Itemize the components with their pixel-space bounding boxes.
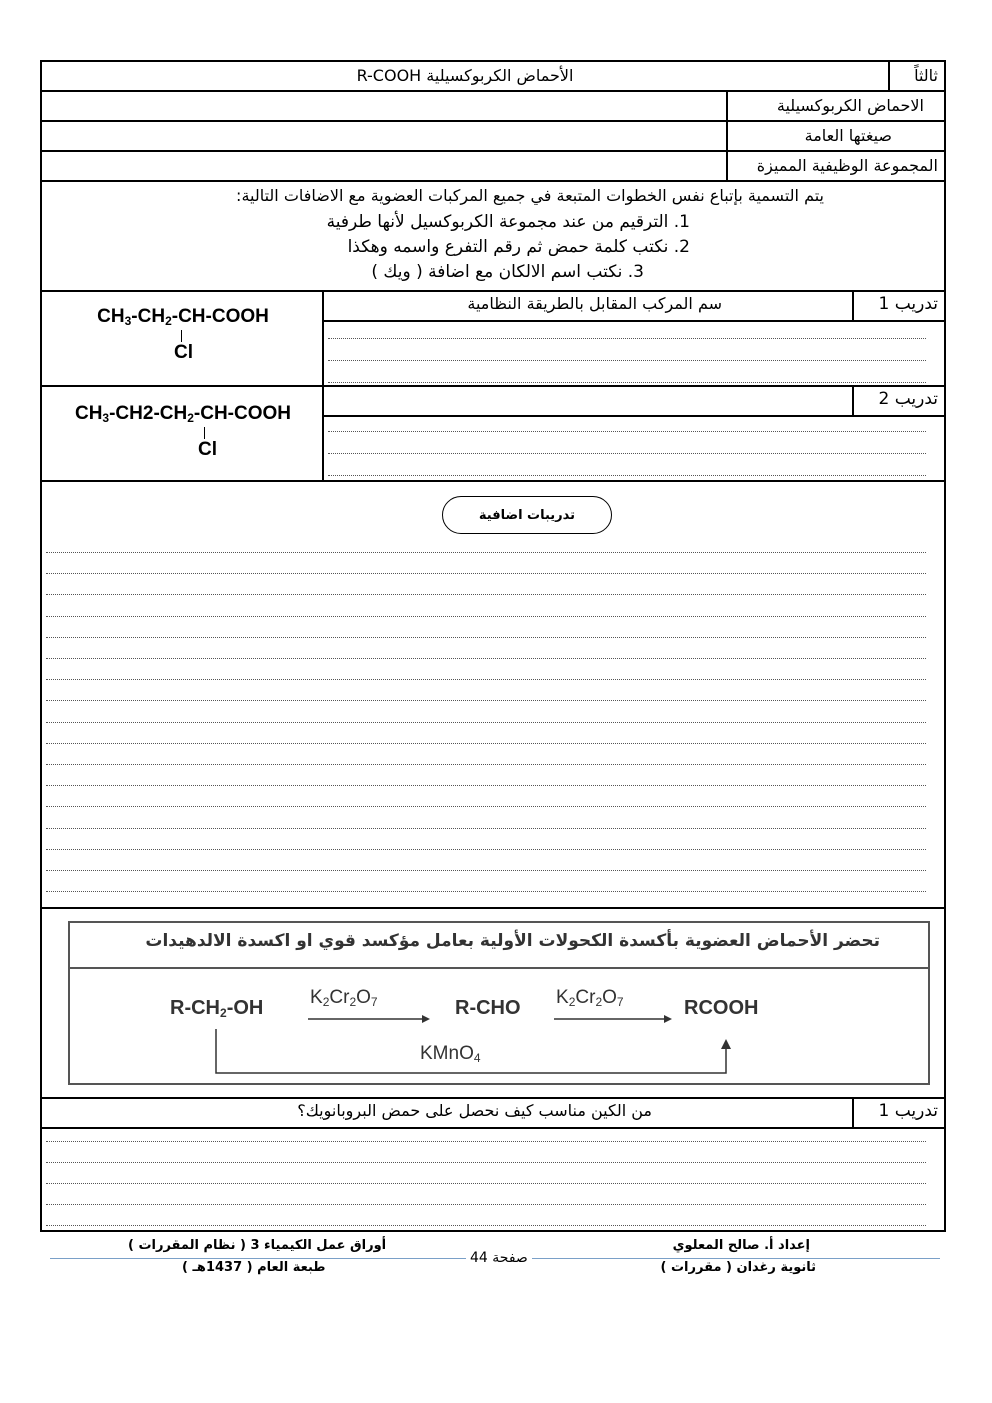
exercise-2-label: تدريب 2	[852, 387, 944, 415]
reaction-box	[68, 921, 930, 1085]
arrow-head	[721, 1039, 731, 1049]
answer-line[interactable]	[328, 338, 926, 339]
answer-line[interactable]	[46, 637, 926, 638]
exercise-3-label: تدريب 1	[852, 1099, 944, 1127]
answer-line[interactable]	[46, 1204, 926, 1205]
answer-line[interactable]	[46, 849, 926, 850]
info-answer-field[interactable]	[42, 122, 726, 150]
exercise-1-label: تدريب 1	[852, 292, 944, 320]
exercise-1-row	[42, 292, 944, 387]
header-row	[42, 62, 944, 92]
answer-line[interactable]	[46, 870, 926, 871]
naming-step: 1. الترقيم من عند مجموعة الكربوكسيل لأنها طرفية	[326, 212, 690, 232]
answer-line[interactable]	[46, 764, 926, 765]
answer-line[interactable]	[328, 453, 926, 454]
reaction-arrows	[70, 923, 932, 1087]
answer-line[interactable]	[46, 658, 926, 659]
answer-line[interactable]	[46, 679, 926, 680]
section-number: ثالثاً	[888, 62, 944, 90]
answer-line[interactable]	[328, 475, 926, 476]
bond-line	[181, 330, 182, 342]
naming-step: 2. نكتب كلمة حمض ثم رقم التفرع واسمه وهكذا	[347, 237, 690, 257]
substituent: Cl	[198, 439, 217, 460]
exercise-1-formula	[42, 292, 324, 385]
extra-exercises-section	[42, 482, 944, 909]
reaction-title: تحضر الأحماض العضوية بأكسدة الكحولات الأولية بعامل مؤكسد قوي او اكسدة الالدهيدات	[145, 931, 880, 951]
structural-formula: $CH_3-CH_2-CH$-COOH	[97, 306, 269, 328]
answer-line[interactable]	[46, 1225, 926, 1226]
substituent: Cl	[174, 342, 193, 363]
answer-line[interactable]	[46, 891, 926, 892]
page-title: الأحماض الكربوكسيلية R-COOH	[356, 66, 574, 85]
answer-line[interactable]	[46, 785, 926, 786]
exercise-1-prompt: سم المركب المقابل بالطريقة النظامية	[467, 294, 722, 313]
oxidant-label: $K_2Cr_2O_7$	[556, 987, 624, 1009]
arrow-head	[422, 1015, 430, 1023]
answer-line[interactable]	[46, 1162, 926, 1163]
intermediate: R-CHO	[455, 997, 521, 1019]
answer-line[interactable]	[46, 806, 926, 807]
footer-author: إعداد أ. صالح المعلوي	[672, 1238, 810, 1253]
info-label: الاحماض الكربوكسيلية	[726, 92, 944, 120]
exercise-2-answer-area	[322, 387, 944, 480]
exercise-1-answer-area	[322, 292, 944, 385]
naming-step: 3. نكتب اسم الالكان مع اضافة ( ويك )	[371, 262, 644, 282]
info-answer-field[interactable]	[42, 92, 726, 120]
footer-school: ثانوية رغدان ( مقررات )	[660, 1260, 816, 1275]
info-label: صيغتها العامة	[726, 122, 944, 150]
structural-formula: $CH_3-CH2-CH_2-CH$-COOH	[74, 403, 292, 425]
worksheet-frame	[40, 60, 946, 1232]
info-answer-field[interactable]	[42, 152, 726, 180]
answer-line[interactable]	[46, 700, 926, 701]
answer-line[interactable]	[46, 828, 926, 829]
info-row-formula	[42, 122, 944, 152]
answer-line[interactable]	[46, 552, 926, 553]
exercise-2-row	[42, 387, 944, 482]
answer-line[interactable]	[328, 382, 926, 383]
exercise-3-prompt: من الكين مناسب كيف نحصل على حمض البروبانويك؟	[297, 1101, 652, 1120]
naming-intro: يتم التسمية بإتباع نفس الخطوات المتبعة في جميع المركبات العضوية مع الاضافات التالية:	[236, 186, 824, 205]
info-row-acids	[42, 92, 944, 122]
answer-line[interactable]	[328, 360, 926, 361]
answer-line[interactable]	[46, 722, 926, 723]
footer-book-title: أوراق عمل الكيمياء 3 ( نظام المقررات )	[128, 1238, 387, 1253]
bypass-arrow	[216, 1029, 726, 1073]
naming-rules	[42, 182, 944, 292]
answer-line[interactable]	[328, 431, 926, 432]
answer-line[interactable]	[46, 616, 926, 617]
answer-line[interactable]	[46, 573, 926, 574]
footer-page-number: صفحة 44	[466, 1250, 532, 1266]
info-label: المجموعة الوظيفية المميزة	[726, 152, 944, 180]
answer-line[interactable]	[46, 1183, 926, 1184]
exercise-2-formula	[42, 387, 324, 480]
answer-line[interactable]	[46, 743, 926, 744]
oxidant-label: $K_2Cr_2O_7$	[310, 987, 378, 1009]
reactant: $R-CH_2-OH$	[170, 997, 264, 1020]
arrow-head	[664, 1015, 672, 1023]
alt-oxidant-label: KMnO$_4$	[420, 1043, 481, 1065]
answer-line[interactable]	[46, 1141, 926, 1142]
product: RCOOH	[684, 997, 759, 1019]
answer-line[interactable]	[46, 594, 926, 595]
bond-line	[204, 427, 205, 439]
footer-edition: طبعة العام ( 1437هـ )	[182, 1260, 326, 1275]
info-row-functional-group	[42, 152, 944, 182]
exercise-3-header	[42, 1099, 944, 1129]
reaction-section	[42, 909, 944, 1099]
extra-exercises-label: تدريبات اضافية	[442, 496, 612, 534]
